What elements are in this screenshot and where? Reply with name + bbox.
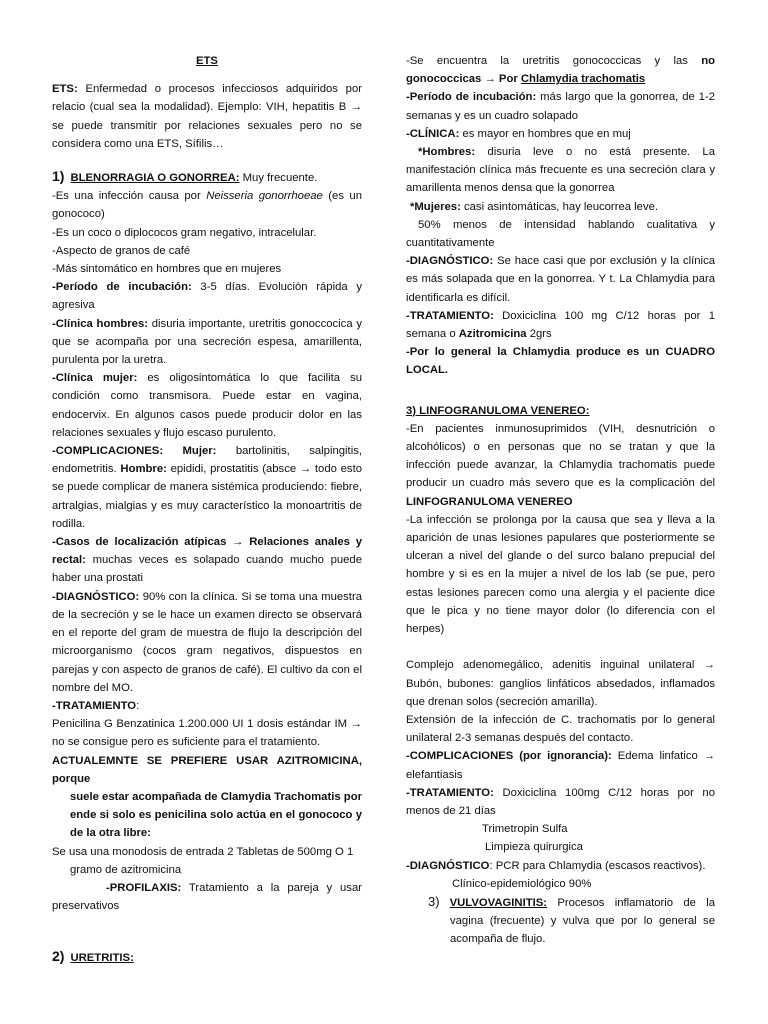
s3-diagnostico-2: Clínico-epidemiológico 90% (452, 877, 592, 890)
s1-complicaciones (52, 442, 362, 533)
s3-diagnostico (406, 857, 715, 875)
r-hombres-text: disuria leve o no está presente. La manifestación clínica más frecuente es una secreción clara y amarillenta menos densa que la gonorrea (406, 146, 715, 195)
section-4-paragraph (406, 893, 715, 949)
s3-paragraph-4: Extensión de la infección de C. trachomatis por lo general unilateral 2-3 semanas después del contacto. (406, 713, 715, 745)
s3-alternativa-2: Limpieza quirurgica (485, 841, 583, 854)
section-4-title: VULVOVAGINITIS: (449, 896, 548, 909)
s1-clinica-hombres (52, 315, 362, 370)
section-3-heading (406, 402, 715, 420)
s1-clinica-mujer-label: -Clínica mujer: (52, 372, 138, 385)
right-column (406, 52, 715, 949)
s1-clinica-mujer (52, 369, 362, 442)
r-uretritis-intro-b: no gonococcicas → Por (406, 55, 715, 86)
s1-tratamiento-colon: : (136, 699, 140, 712)
r-clinica-text: es mayor en hombres que en muj (459, 127, 631, 140)
r-incubacion-text: más largo que la gonorrea, de 1-2 semanas y es un cuadro solapado (406, 91, 716, 122)
s3-paragraph-1-bold: LINFOGRANULOMA VENEREO (406, 495, 573, 508)
r-uretritis-intro-a: -Se encuentra la uretritis gonococcicas y las (406, 55, 702, 67)
s1-incubation (52, 278, 362, 314)
r-incubacion (406, 88, 715, 124)
section-1-title-rest: Muy frecuente. (239, 172, 318, 185)
section-4-number: 3) (428, 893, 440, 909)
page-title (52, 52, 362, 70)
r-clinica (406, 125, 715, 143)
s1-diagnostico (52, 588, 362, 697)
s3-alternativa-1: Trimetropin Sulfa (482, 823, 568, 836)
s1-line-1c: (es un gonococo) (52, 190, 363, 221)
s1-atipicas-text: muchas veces es solapado cuando mucho puede haber una prostati (52, 554, 362, 585)
r-mujeres-label: *Mujeres: (410, 200, 461, 213)
s3-complicaciones-label: -COMPLICACIONES (por ignorancia): (406, 750, 612, 763)
s1-tratamiento-label: -TRATAMIENTO (52, 699, 137, 712)
r-uretritis-intro (406, 52, 715, 88)
s1-atipicas (52, 533, 362, 588)
intro-text: Enfermedad o procesos infecciosos adquiridos por relacio (cual sea la modalidad). Ejemplo: VIH, hepatitis B → se puede transmitir por relaciones sexuales pero no se considera como una ETS, Sífilis… (52, 83, 362, 150)
section-2-number: 2) (52, 948, 65, 965)
s1-complicaciones-label-2: Hombre: (120, 463, 167, 476)
s3-complicaciones (406, 747, 715, 783)
s3-diagnostico-label: -DIAGNÓSTICO (406, 859, 490, 872)
r-mujeres (406, 198, 715, 216)
s1-clinica-hombres-text: disuria importante, uretritis gonoccocica y que se acompaña por una secreción espesa, amarillenta, purulenta por la uretra. (52, 317, 362, 367)
section-1-title: BLENORRAGIA O GONORREA: (70, 172, 240, 185)
left-column (52, 52, 362, 968)
s1-diagnostico-text-2: . El cultivo da con el nombre del MO. (52, 663, 362, 694)
s1-clinica-mujer-text: es oligosintomática lo que facilita su condición como transmisora. Puede estar en vagina, endocervix. En algunos casos puede producir dolor en las relaciones sexuales y flujo escaso purulento. (52, 372, 363, 439)
s3-tratamiento-text: Doxiciclina 100mg C/12 horas por no menos de 21 días (406, 786, 715, 817)
r-diagnostico (406, 252, 715, 307)
r-incubacion-label: -Período de incubación: (406, 91, 537, 104)
r-hombres-label: *Hombres: (418, 146, 476, 159)
intro-label: ETS: (52, 83, 78, 96)
s3-complicaciones-text: Edema linfatico → elefantiasis (406, 750, 715, 781)
s3-tratamiento-label: -TRATAMIENTO: (406, 786, 494, 799)
s1-incubation-label: -Período de incubación: (52, 281, 192, 294)
section-3-title: 3) LINFOGRANULOMA VENEREO: (406, 404, 590, 417)
r-tratamiento-label: -TRATAMIENTO: (406, 309, 494, 322)
s1-diagnostico-text: 90% con la clínica. Si se toma una muestra de la secreción y se le hace un examen directo se observará en el reporte del gram de muestra de flujo la descripción del microorganismo (cocos gram negativos, dispuestos en parejas y con aspecto de granos de café) (52, 590, 362, 676)
section-2-title: URETRITIS: (70, 952, 134, 965)
s1-incubation-text: 3-5 días. Evolución rápida y agresiva (52, 281, 362, 312)
s3-paragraph-1 (406, 420, 715, 511)
s1-complicaciones-text-2: epididi, prostatitis (absce → todo esto se puede complicar de manera sistémica produciendo: fiebre, artralgias, mialgias y es muy característico la monoartritis de rodilla. (52, 463, 362, 530)
section-2-heading (52, 947, 362, 967)
section-1-heading (52, 167, 362, 187)
r-hombres (406, 143, 715, 198)
s1-line-2: -Es un coco o diplococos gram negativo, intracelular. (52, 226, 317, 239)
r-tratamiento-label-2: Azitromicina (458, 328, 527, 341)
r-uretritis-intro-c: Chlamydia trachomatis (520, 73, 646, 86)
section-4-text: Procesos inflamatorio de la vagina (frecuente) y vulva que por lo general se acompaña de flujo. (450, 896, 715, 946)
s1-monodosis (52, 843, 362, 879)
r-tratamiento (406, 307, 715, 343)
s1-line-4: -Más sintomático en hombres que en mujeres (52, 263, 282, 276)
r-diagnostico-label: -DIAGNÓSTICO: (406, 255, 494, 268)
s1-azitromicina-rest: suele estar acompañada de Clamydia Trachomatis por ende si solo es penicilina solo actúa en el gonococo y de la otra libre: (70, 790, 362, 840)
r-clinica-label: -CLÍNICA: (406, 127, 460, 140)
s1-line-1a: -Es una infección causa por (52, 190, 207, 203)
intro-paragraph (52, 80, 362, 153)
page-title-text: ETS (196, 55, 218, 67)
s1-line-1b: Neisseria gonorrhoeae (206, 190, 323, 203)
s3-tratamiento (406, 784, 715, 820)
s1-atipicas-label: -Casos de localización atípicas → Relaciones anales y rectal: (52, 536, 362, 567)
s1-profilaxis-text: Tratamiento a la pareja y usar preservativos (52, 881, 362, 913)
s1-complicaciones-text-1: bartolinitis, salpingitis, endometritis. (52, 445, 362, 476)
s1-azitromicina-note (52, 752, 362, 843)
s1-tratamiento-text: Penicilina G Benzatinica 1.200.000 UI 1 dosis estándar IM → no se consigue pero es suficiente para el tratamiento. (52, 718, 362, 749)
r-tratamiento-text-1: Doxiciclina 100 mg C/12 horas por 1 semana o (406, 309, 715, 341)
s1-complicaciones-label: -COMPLICACIONES: Mujer: (52, 445, 217, 458)
s1-tratamiento-heading (52, 697, 362, 715)
s3-paragraph-1-text: -En pacientes inmunosuprimidos (VIH, desnutrición o alcohólicos) o en personas que no se tratan y que la infección puede avanzar, la Chlamydia trachomatis puede producir un cuadro más severo que es la complicación del (406, 422, 715, 490)
s1-profilaxis-label: -PROFILAXIS: (106, 881, 182, 894)
s1-monodosis-first: Se usa una monodosis de entrada 2 Tabletas de 500mg O 1 (52, 845, 354, 858)
r-tratamiento-text-2: 2grs (526, 328, 552, 341)
s1-monodosis-rest: gramo de azitromicina (70, 863, 182, 876)
s3-paragraph-3: Complejo adenomegálico, adenitis inguinal unilateral → Bubón, bubones: ganglios linfáticos absedados, inflamados que drenan solos (secreción amarilla). (406, 659, 715, 708)
s1-line-1 (52, 187, 362, 223)
r-porcentaje: 50% menos de intensidad hablando cualitativa y cuantitativamente (406, 218, 715, 250)
r-cuadro-local: -Por lo general la Chlamydia produce es un CUADRO LOCAL. (406, 346, 715, 377)
s1-clinica-hombres-label: -Clínica hombres: (52, 317, 149, 330)
r-diagnostico-text: Se hace casi que por exclusión y la clínica es más solapada que en la gonorrea. Y t. La Chlamydia para identificarla es difícil. (406, 255, 715, 304)
s1-azitromicina-first: ACTUALEMNTE SE PREFIERE USAR AZITROMICINA, porque (52, 754, 362, 785)
s1-line-3: -Aspecto de granos de café (52, 244, 191, 257)
s3-diagnostico-text: : PCR para Chlamydia (escasos reactivos). (489, 859, 706, 872)
section-1-number: 1) (52, 168, 65, 185)
s1-diagnostico-label: -DIAGNÓSTICO: (52, 590, 140, 603)
s3-paragraph-2: -La infección se prolonga por la causa que sea y lleva a la aparición de unas lesiones papulares que posteriormente se ulceran a nivel del glande o del surco balano prepucial del hombre y si es en la mujer a nivel de los lab (se pue, pero estas lesiones parecen como una alergia y el paciente dice que le pica y no tiene mayor dolor (lo diferencia con el herpes) (406, 513, 715, 636)
r-mujeres-text: casi asintomáticas, hay leucorrea leve. (460, 200, 659, 213)
s1-profilaxis (52, 879, 362, 915)
